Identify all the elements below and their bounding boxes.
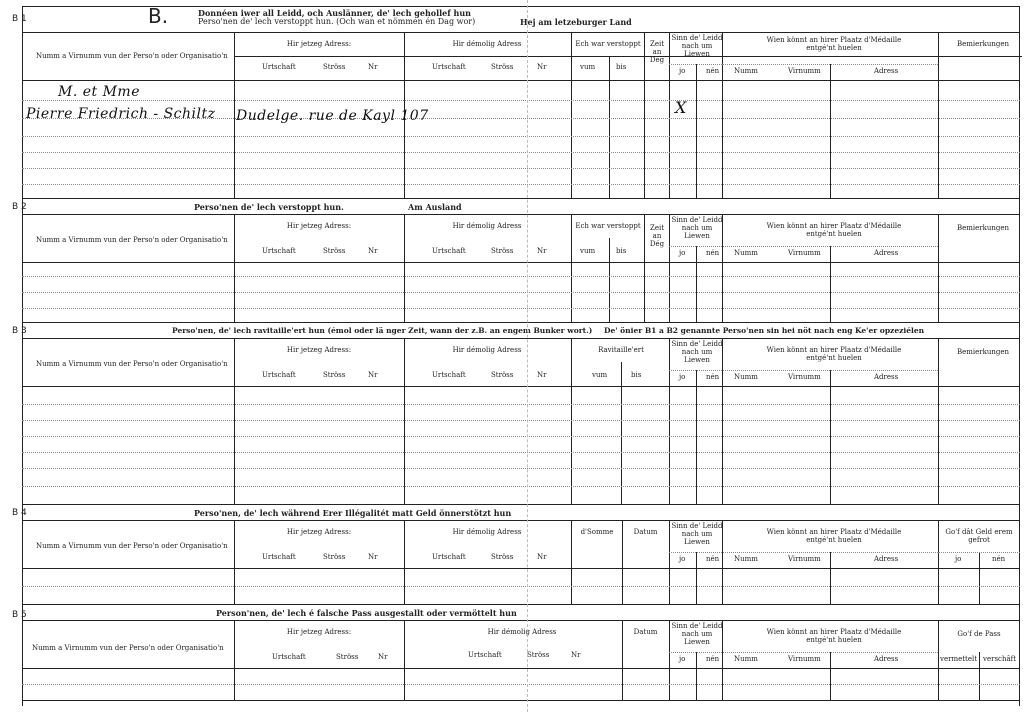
col-old-nr: Nr <box>537 63 547 71</box>
b3-col-name: Numm a Virnumm vun der Perso'n oder Organisatio'n <box>36 360 228 368</box>
b2-col-no: nén <box>706 249 720 257</box>
entry-row2-address: Dudelge. rue de Kayl 107 <box>236 108 429 124</box>
section-title-b5: Person'nen, de' lech é falsche Pass ausgestallt oder vermöttelt hun <box>216 608 517 618</box>
col-first-name: Virnumm <box>788 67 821 75</box>
col-ortschaft: Urtschaft <box>262 63 296 71</box>
section-id-b4: B 4 <box>12 508 27 518</box>
b2-col-medal: Wien könnt an hirer Plaatz d'Médaille entgé'nt huelen <box>766 222 902 238</box>
b3-col-to: bis <box>631 371 642 379</box>
b3-col-medal: Wien könnt an hirer Plaatz d'Médaille entgé'nt huelen <box>766 346 902 362</box>
b2-col-hidden: Ech war verstoppt <box>575 222 641 230</box>
b4-col-last-name: Numm <box>734 555 758 563</box>
section-title-b2-b: Am Ausland <box>408 202 462 212</box>
b3-col-old-ortschaft: Urtschaft <box>432 371 466 379</box>
b3-col-strooss: Ströss <box>323 371 346 379</box>
b4-col-ortschaft: Urtschaft <box>262 553 296 561</box>
col-time: Zeit an Dég <box>649 40 665 64</box>
b4-col-sum: d'Somme <box>580 528 614 536</box>
b5-col-medal: Wien könnt an hirer Plaatz d'Médaille entgé'nt huelen <box>766 628 902 644</box>
b4-col-ret-no: nén <box>992 555 1006 563</box>
b5-col-nr: Nr <box>378 653 388 661</box>
b2-col-first-name: Virnumm <box>788 249 821 257</box>
b2-col-time: Zeit an Dég <box>649 224 665 248</box>
b5-col-sold: verschâft <box>983 655 1017 663</box>
b2-col-last-name: Numm <box>734 249 758 257</box>
col-meaning: Sinn de' Leidd nach um Liewen <box>671 34 723 58</box>
col-cur-addr: Hir jetzeg Adress: <box>286 40 352 48</box>
col-medal: Wien könnt an hirer Plaatz d'Médaille entgé'nt huelen <box>766 36 902 52</box>
section-id-b2: B 2 <box>12 202 27 212</box>
b3-col-first-name: Virnumm <box>788 373 821 381</box>
b5-col-cur-addr: Hir jetzeg Adress: <box>286 628 352 636</box>
b4-col-returned: Go'f dât Geld erem gefrot <box>945 528 1013 544</box>
b2-col-yes: jo <box>679 249 686 257</box>
b5-col-meaning: Sinn de' Leidd nach um Liewen <box>671 622 723 646</box>
section-id-b3: B 3 <box>12 326 27 336</box>
b3-col-ortschaft: Urtschaft <box>262 371 296 379</box>
header-line2: Perso'nen de' lech verstoppt hun. (Och wan et nömmen én Dag wor) <box>198 17 476 26</box>
b3-col-no: nén <box>706 373 720 381</box>
b3-col-ravit: Ravitaille'ert <box>598 346 644 354</box>
b5-col-name: Numm a Virnumm vun der Perso'n oder Organisatio'n <box>32 644 224 652</box>
b5-col-old-addr: Hir démolig Adress <box>487 628 557 636</box>
b3-col-remarks: Bemierkungen <box>957 348 1010 356</box>
entry-row2-mark: X <box>675 98 687 117</box>
b2-col-old-strooss: Ströss <box>491 247 514 255</box>
b2-col-name: Numm a Virnumm vun der Perso'n oder Organisatio'n <box>36 236 228 244</box>
col-address: Adress <box>874 67 899 75</box>
b4-col-no: nén <box>706 555 720 563</box>
b2-col-old-nr: Nr <box>537 247 547 255</box>
col-nr: Nr <box>368 63 378 71</box>
b4-col-old-ortschaft: Urtschaft <box>432 553 466 561</box>
b4-col-name: Numm a Virnumm vun der Perso'n oder Organisatio'n <box>36 542 228 550</box>
col-remarks: Bemierkungen <box>957 40 1010 48</box>
b2-col-nr: Nr <box>368 247 378 255</box>
b4-col-first-name: Virnumm <box>788 555 821 563</box>
b3-col-from: vum <box>592 371 608 379</box>
b2-col-address: Adress <box>874 249 899 257</box>
b4-col-date: Datum <box>633 528 658 536</box>
b3-col-old-strooss: Ströss <box>491 371 514 379</box>
b3-col-yes: jo <box>679 373 686 381</box>
b5-col-first-name: Virnumm <box>788 655 821 663</box>
b3-col-meaning: Sinn de' Leidd nach um Liewen <box>671 340 723 364</box>
b4-col-address: Adress <box>874 555 899 563</box>
b2-col-from: vum <box>580 247 596 255</box>
b2-col-meaning: Sinn de' Leidd nach um Liewen <box>671 216 723 240</box>
b4-col-meaning: Sinn de' Leidd nach um Liewen <box>671 522 723 546</box>
section-id-b5: B 5 <box>12 610 27 620</box>
b5-col-passport: Go'f de Pass <box>957 630 1001 638</box>
b2-col-old-ortschaft: Urtschaft <box>432 247 466 255</box>
b5-col-issued: vermettelt <box>940 655 978 663</box>
col-from: vum <box>580 63 596 71</box>
section-title-b4: Perso'nen, de' lech während Erer Illégalitét matt Geld önnerstötzt hun <box>194 508 512 518</box>
b3-col-old-nr: Nr <box>537 371 547 379</box>
b2-col-remarks: Bemierkungen <box>957 224 1010 232</box>
b4-col-old-strooss: Ströss <box>491 553 514 561</box>
entry-row1-name: M. et Mme <box>58 84 140 100</box>
b3-col-last-name: Numm <box>734 373 758 381</box>
b3-col-old-addr: Hir démolig Adress <box>452 346 522 354</box>
b4-col-old-addr: Hir démolig Adress <box>452 528 522 536</box>
b5-col-strooss: Ströss <box>336 653 359 661</box>
b3-col-address: Adress <box>874 373 899 381</box>
b5-col-ortschaft: Urtschaft <box>272 653 306 661</box>
section-title-b3-b: De' önier B1 a B2 genannte Perso'nen sin hei nöt nach eng Ke'er opzeziélen <box>604 326 925 335</box>
section-title-b3: Perso'nen, de' lech ravitaille'ert hun (émol oder lä nger Zeit, wann der z.B. an engem Bunker wort.) <box>172 326 593 335</box>
b4-col-old-nr: Nr <box>537 553 547 561</box>
b5-col-old-ortschaft: Urtschaft <box>468 651 502 659</box>
section-id-b1: B 1 <box>12 14 27 24</box>
b2-col-strooss: Ströss <box>323 247 346 255</box>
section-letter: B. <box>148 4 169 28</box>
b5-col-no: nén <box>706 655 720 663</box>
b4-col-strooss: Ströss <box>323 553 346 561</box>
b3-col-nr: Nr <box>368 371 378 379</box>
b4-col-nr: Nr <box>368 553 378 561</box>
b2-col-cur-addr: Hir jetzeg Adress: <box>286 222 352 230</box>
col-old-ortschaft: Urtschaft <box>432 63 466 71</box>
b5-col-old-strooss: Ströss <box>527 651 550 659</box>
b4-col-ret-yes: jo <box>955 555 962 563</box>
b2-col-to: bis <box>616 247 627 255</box>
b4-col-yes: jo <box>679 555 686 563</box>
col-yes: jo <box>679 67 686 75</box>
b5-col-date: Datum <box>633 628 658 636</box>
b2-col-old-addr: Hir démolig Adress <box>452 222 522 230</box>
b4-col-cur-addr: Hir jetzeg Adress: <box>286 528 352 536</box>
b5-col-last-name: Numm <box>734 655 758 663</box>
col-last-name: Numm <box>734 67 758 75</box>
section-title-b2: Perso'nen de' lech verstoppt hun. <box>194 202 344 212</box>
b5-col-yes: jo <box>679 655 686 663</box>
b5-col-address: Adress <box>874 655 899 663</box>
col-no: nén <box>706 67 720 75</box>
col-hidden: Ech war verstoppt <box>575 40 641 48</box>
b2-col-ortschaft: Urtschaft <box>262 247 296 255</box>
col-old-addr: Hir démolig Adress <box>452 40 522 48</box>
b4-col-medal: Wien könnt an hirer Plaatz d'Médaille entgé'nt huelen <box>766 528 902 544</box>
col-old-strooss: Ströss <box>491 63 514 71</box>
col-to: bis <box>616 63 627 71</box>
b5-col-old-nr: Nr <box>571 651 581 659</box>
b3-col-cur-addr: Hir jetzeg Adress: <box>286 346 352 354</box>
col-name: Numm a Virnumm vun der Perso'n oder Organisatio'n <box>36 52 228 60</box>
col-strooss: Ströss <box>323 63 346 71</box>
header-line2b: Hej am letzeburger Land <box>520 17 632 27</box>
header-line1: Donnéen iwer all Leidd, och Auslänner, de' lech gehollef hun <box>198 8 471 18</box>
entry-row2-name: Pierre Friedrich - Schiltz <box>26 106 216 122</box>
